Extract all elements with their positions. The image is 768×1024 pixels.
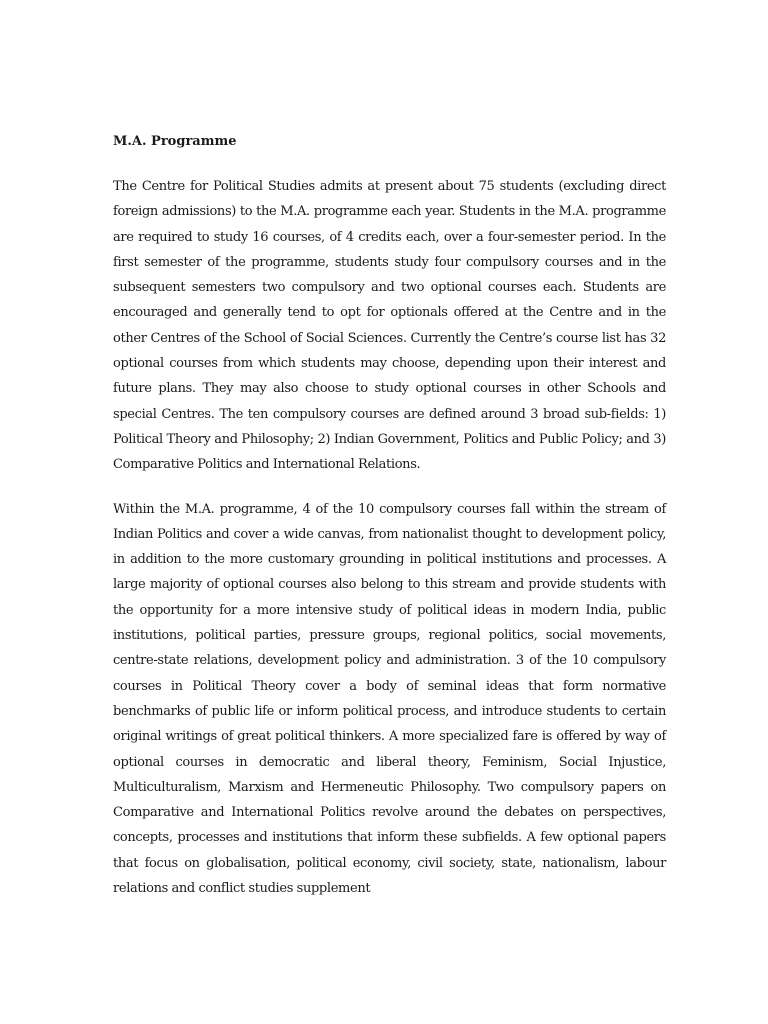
paragraph-admissions: The Centre for Political Studies admits at present about 75 students (excluding direct foreign admissions) to the M.A. programme each year. Students in the M.A. programme are required to study 16 courses, of 4 credits each, over a four-semester period. In the first semester of the programme, students study four compulsory courses and in the subsequent semesters two compulsory and two optional courses each. Students are encouraged and generally tend to opt for optionals offered at the Centre and in the other Centres of the School of Social Sciences. Currently the Centre’s course list has 32 optional courses from which students may choose, depending upon their interest and future plans. They may also choose to study optional courses in other Schools and special Centres. The ten compulsory courses are defined around 3 broad sub-fields: 1) Political Theory and Philosophy; 2) Indian Government, Politics and Public Policy; and 3) Comparative Politics and International Relations. bbox=[113, 179, 666, 473]
document-page bbox=[113, 133, 666, 920]
section-heading: M.A. Programme bbox=[113, 134, 237, 149]
paragraph-course-streams: Within the M.A. programme, 4 of the 10 compulsory courses fall within the stream of Indian Politics and cover a wide canvas, from nationalist thought to development policy, in addition to the more customary grounding in political institutions and processes. A large majority of optional courses also belong to this stream and provide students with the opportunity for a more intensive study of political ideas in modern India, public institutions, political parties, pressure groups, regional politics, social movements, centre-state relations, development policy and administration. 3 of the 10 compulsory courses in Political Theory cover a body of seminal ideas that form normative benchmarks of public life or inform political process, and introduce students to certain original writings of great political thinkers. A more specialized fare is offered by way of optional courses in democratic and liberal theory, Feminism, Social Injustice, Multiculturalism, Marxism and Hermeneutic Philosophy. Two compulsory papers on Comparative and International Politics revolve around the debates on perspectives, concepts, processes and institutions that inform these subfields. A few optional papers that focus on globalisation, political economy, civil society, state, nationalism, labour relations and conflict studies supplement bbox=[113, 501, 666, 897]
